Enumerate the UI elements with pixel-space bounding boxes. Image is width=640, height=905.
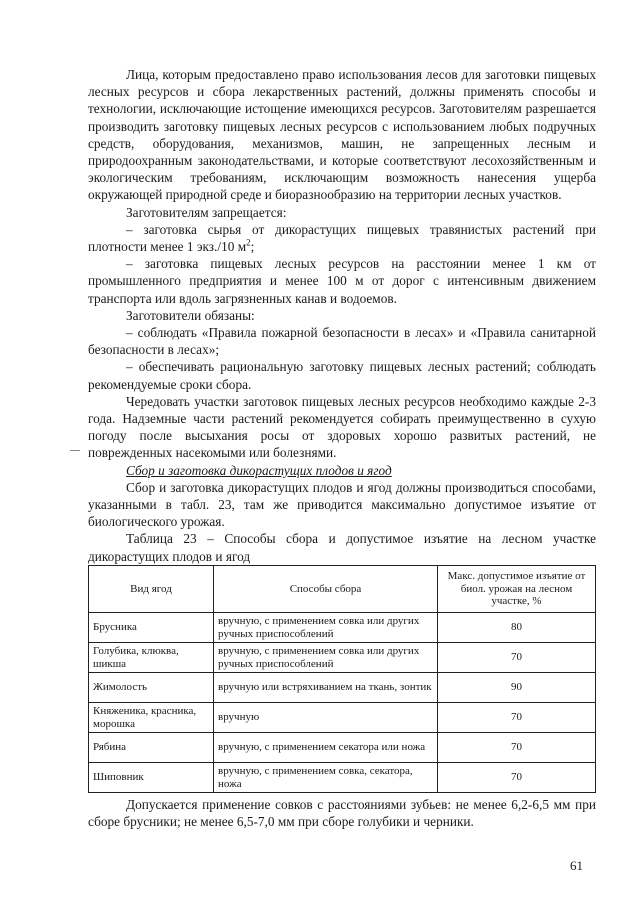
- page-number: 61: [570, 858, 583, 873]
- margin-mark: [70, 450, 80, 451]
- table-cell: 80: [438, 613, 596, 643]
- table-cell: 70: [438, 643, 596, 673]
- table-header-row: [89, 566, 596, 613]
- paragraph-obliged-heading: Заготовители обязаны:: [126, 307, 255, 323]
- table-row: [89, 703, 596, 733]
- paragraph-section: Сбор и заготовка дикорастущих плодов и ягод должны производиться способами, указанными в табл. 23, там же приводится максимально допустимое изъятие от биологического урожая.: [88, 479, 596, 530]
- paragraph-obliged-item-2: – обеспечивать рациональную заготовку пищевых лесных растений; соблюдать рекомендуемые сроки сбора.: [88, 359, 596, 392]
- paragraph-prohibited-item-1: [88, 221, 596, 255]
- closing-text: [88, 796, 596, 830]
- table-cell: вручную, с применением совка или других ручных приспособлений: [214, 613, 438, 643]
- prohibited-item-1-text: – заготовка сырья от дикорастущих пищевых травянистых растений при плотности менее 1 экз./10 м: [88, 221, 596, 255]
- section-heading: Сбор и заготовка дикорастущих плодов и ягод: [126, 462, 392, 478]
- table-cell: 70: [438, 733, 596, 763]
- table-cell: Рябина: [89, 733, 214, 763]
- paragraph-closing: Допускается применение совков с расстояниями зубьев: не менее 6,2-6,5 мм при сборе брусники; не менее 6,5-7,0 мм при сборе голубики и черники.: [88, 797, 596, 830]
- table-row: [89, 733, 596, 763]
- table-cell: вручную: [214, 703, 438, 733]
- table-cell: Брусника: [89, 613, 214, 643]
- table-cell: Голубика, клюква, шикша: [89, 643, 214, 673]
- paragraph-prohibited-item-2: – заготовка пищевых лесных ресурсов на расстоянии менее 1 км от промышленного предприятия и менее 100 м от дорог с интенсивным движением транспорта или вдоль загрязненных канав и водоемов.: [88, 256, 596, 306]
- table-cell: вручную, с применением секатора или ножа: [214, 733, 438, 763]
- superscript-two: 2: [246, 237, 251, 248]
- table-row: [89, 673, 596, 703]
- table-row: [89, 763, 596, 793]
- table-cell: вручную, с применением совка или других ручных приспособлений: [214, 643, 438, 673]
- table-cell: 70: [438, 703, 596, 733]
- body-text: [88, 66, 596, 565]
- paragraph-intro: Лица, которым предоставлено право использования лесов для заготовки пищевых лесных ресурсов и сбора лекарственных растений, должны применять способы и технологии, исключающие истощение имеющихся ресурсов. Заготовителям разрешается производить заготовку пищевых лесных ресурсов с использованием любых подручных средств, оборудования, механизмов, машин, не запрещенных лесным и природоохранным законодательствами, и которые соответствуют лесохозяйственным и экологическим требованиям, исключающим возможность нанесения ущерба окружающей природной среде и биоразнообразию на территории лесных участков.: [88, 67, 596, 203]
- paragraph-rotation: Чередовать участки заготовок пищевых лесных ресурсов необходимо каждые 2-3 года. Надземные части растений рекомендуется собирать преимущественно в сухую погоду после высыхания росы от здоровых хорошо развитых растений, не поврежденных насекомыми или болезнями.: [88, 393, 596, 461]
- table-cell: Шиповник: [89, 763, 214, 793]
- table-cell: 70: [438, 763, 596, 793]
- paragraph-obliged-item-1: – соблюдать «Правила пожарной безопасности в лесах» и «Правила санитарной безопасности в лесах»;: [88, 325, 596, 358]
- prohibited-item-1-tail: ;: [250, 239, 255, 255]
- harvest-methods-table: [88, 565, 596, 793]
- table-header-cell: Макс. допустимое изъятие от биол. урожая на лесном участке, %: [438, 566, 596, 613]
- paragraph-prohibited-heading: Заготовителям запрещается:: [126, 204, 287, 220]
- table-row: [89, 643, 596, 673]
- table-header-cell: Способы сбора: [214, 566, 438, 613]
- table-cell: Княженика, красника, морошка: [89, 703, 214, 733]
- table-cell: 90: [438, 673, 596, 703]
- table-cell: вручную или встряхиванием на ткань, зонтик: [214, 673, 438, 703]
- table-header-cell: Вид ягод: [89, 566, 214, 613]
- table-row: [89, 613, 596, 643]
- table-cell: вручную, с применением совка, секатора, ножа: [214, 763, 438, 793]
- table-cell: Жимолость: [89, 673, 214, 703]
- table-caption: Таблица 23 – Способы сбора и допустимое изъятие на лесном участке дикорастущих плодов и ягод: [88, 531, 596, 564]
